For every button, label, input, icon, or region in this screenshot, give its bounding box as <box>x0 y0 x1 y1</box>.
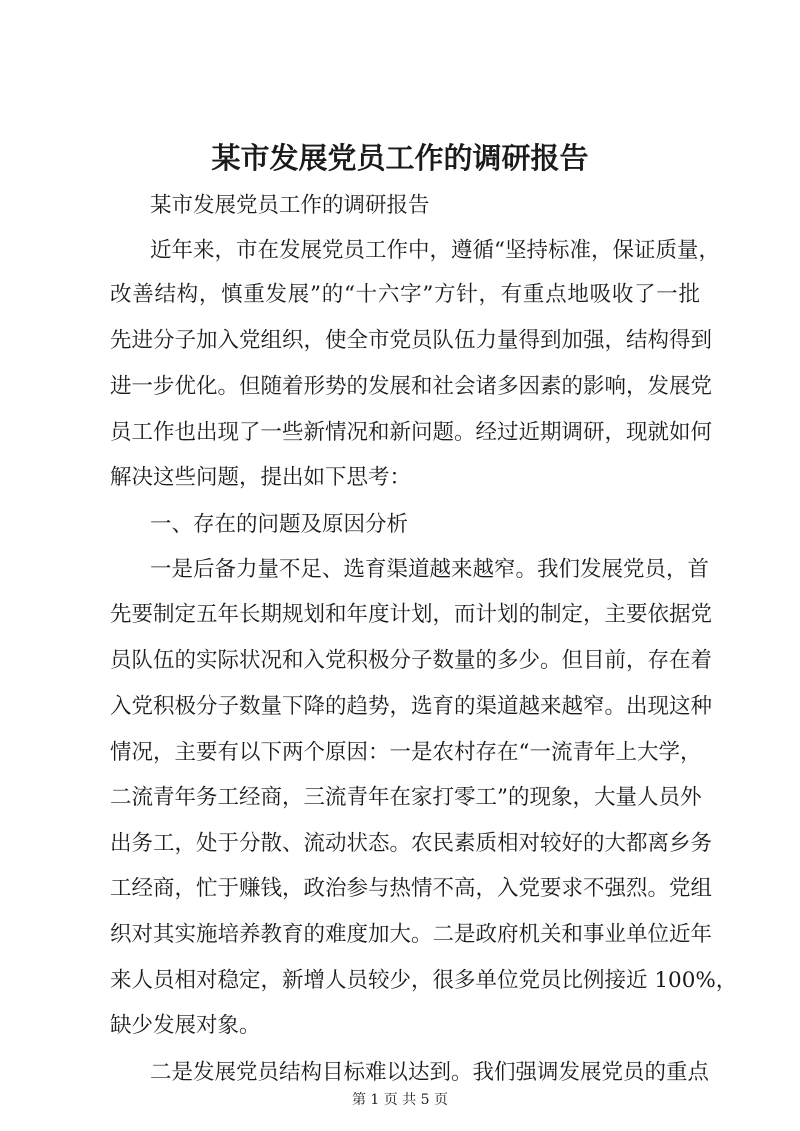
paragraph-line: 出务工，处于分散、流动状态。农民素质相对较好的大都离乡务 <box>110 831 713 856</box>
paragraph-line: 工经商，忙于赚钱，政治参与热情不高，入党要求不强烈。党组 <box>110 876 713 901</box>
paragraph-line: 织对其实施培养教育的难度加大。二是政府机关和事业单位近年 <box>110 922 713 947</box>
paragraph-line: 近年来，市在发展党员工作中，遵循“坚持标准，保证质量， <box>150 238 720 263</box>
paragraph-line: 员队伍的实际状况和入党积极分子数量的多少。但目前，存在着 <box>110 648 713 673</box>
paragraph-line: 情况，主要有以下两个原因：一是农村存在“一流青年上大学， <box>110 740 702 765</box>
section-heading: 一、存在的问题及原因分析 <box>150 512 409 537</box>
paragraph-line: 二流青年务工经商，三流青年在家打零工”的现象，大量人员外 <box>110 785 702 810</box>
paragraph-line: 来人员相对稳定，新增人员较少，很多单位党员比例接近 100%， <box>110 968 738 993</box>
paragraph-line: 员工作也出现了一些新情况和新问题。经过近期调研，现就如何 <box>110 420 713 445</box>
paragraph-line: 先要制定五年长期规划和年度计划，而计划的制定，主要依据党 <box>110 602 713 627</box>
paragraph-line: 入党积极分子数量下降的趋势，选育的渠道越来越窄。出现这种 <box>110 694 713 719</box>
paragraph-line: 先进分子加入党组织，使全市党员队伍力量得到加强，结构得到 <box>110 328 713 353</box>
page-number-footer: 第 1 页 共 5 页 <box>351 1092 449 1108</box>
document-title: 某市发展党员工作的调研报告 <box>211 141 589 175</box>
subtitle-line: 某市发展党员工作的调研报告 <box>150 193 430 218</box>
paragraph-line: 一是后备力量不足、选育渠道越来越窄。我们发展党员，首 <box>150 557 710 582</box>
paragraph-line: 进一步优化。但随着形势的发展和社会诸多因素的影响，发展党 <box>110 374 713 399</box>
paragraph-line: 改善结构，慎重发展”的“十六字”方针，有重点地吸收了一批 <box>110 282 700 307</box>
paragraph-line: 缺少发展对象。 <box>110 1013 261 1038</box>
paragraph-line: 解决这些问题，提出如下思考： <box>110 465 412 490</box>
paragraph-line: 二是发展党员结构目标难以达到。我们强调发展党员的重点 <box>150 1060 710 1085</box>
